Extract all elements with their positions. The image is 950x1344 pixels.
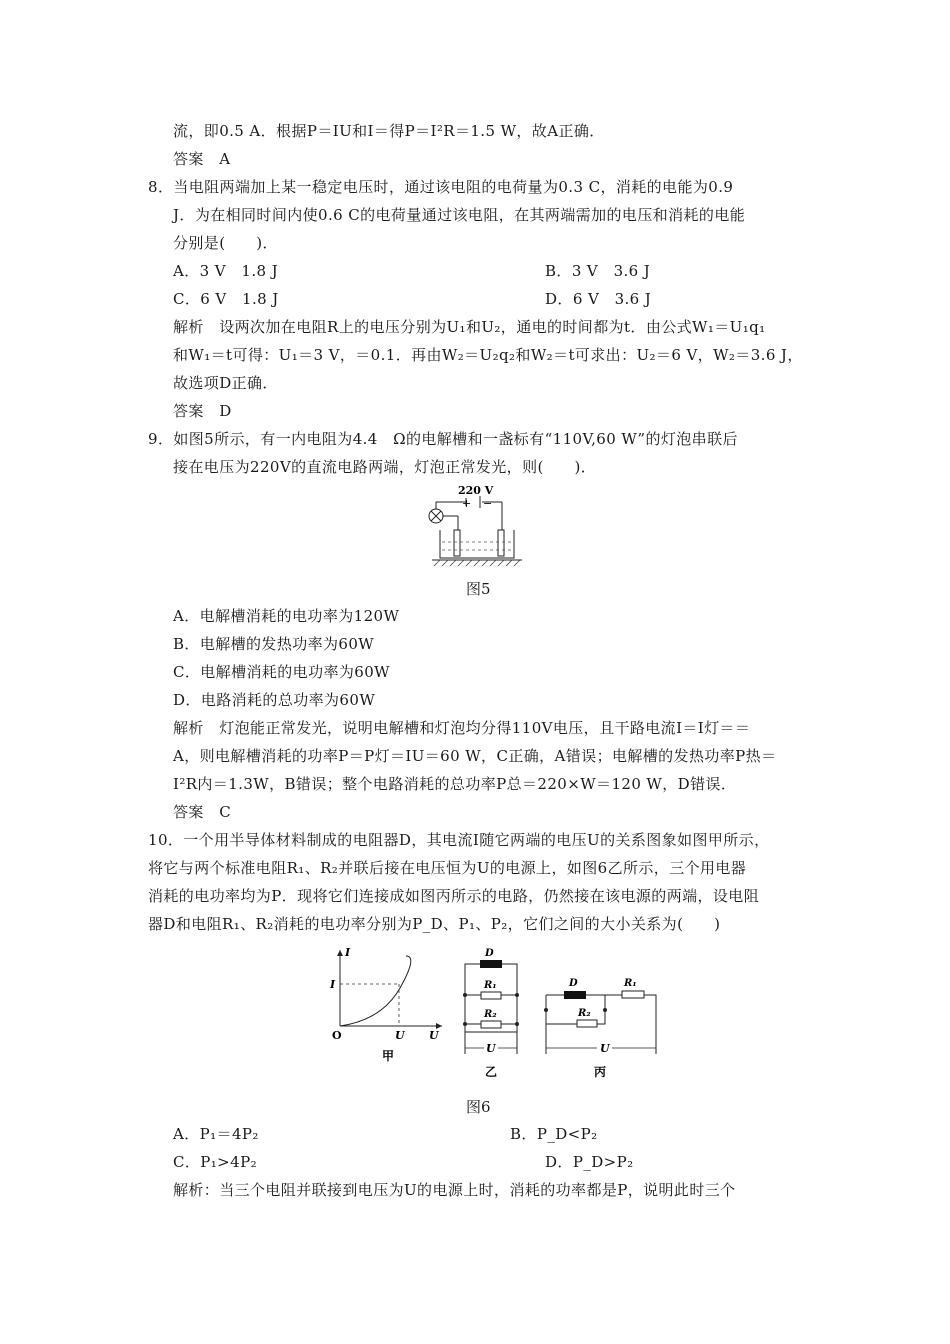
text-line: 接在电压为220V的直流电路两端，灯泡正常发光，则( )． [173,458,597,476]
answer-line: 答案 D [173,402,232,420]
text-line: 流，即0.5 A．根据P＝IU和I＝得P＝I²R＝1.5 W，故A正确． [173,122,605,140]
text-line: 消耗的电功率均为P．现将它们连接成如图丙所示的电路，仍然接在该电源的两端，设电阻 [148,887,760,905]
label-jia: 甲 [382,1049,395,1063]
text-line: 分别是( )． [173,234,278,252]
option-d: D．P_D>P₂ [545,1153,634,1171]
option-a: A．3 V 1.8 J [173,262,279,280]
question-10: 10．一个用半导体材料制成的电阻器D，其电流I随它两端的电压U的关系图象如图甲所示， [148,831,770,849]
y-axis-label: I [345,946,351,959]
text-line: 故选项D正确． [173,374,278,392]
option-c: C．电解槽消耗的电功率为60W [173,663,390,681]
text-line: J．为在相同时间内使0.6 C的电荷量通过该电阻，在其两端需加的电压和消耗的电能 [173,206,746,224]
u-label: U [486,1042,496,1055]
text-line: A，则电解槽消耗的功率P＝P灯＝IU＝60 W，C正确，A错误；电解槽的发热功率P热＝ [173,747,777,765]
answer-line: 答案 C [173,803,232,821]
origin-label: O [332,1029,342,1042]
d-label: D [485,948,494,959]
label-bing: 丙 [594,1065,607,1079]
graph-jia [329,946,442,1063]
r1-label: R₁ [484,980,497,991]
r1-label: R₁ [624,978,637,989]
text-line: 将它与两个标准电阻R₁、R₂并联后接在电压恒为U的电源上，如图6乙所示，三个用电器 [148,859,747,877]
option-c: C．P₁>4P₂ [173,1153,258,1171]
figure-5-circuit [422,480,532,568]
u-tick-label: U [395,1029,405,1042]
answer-line: 答案 A [173,150,231,168]
voltage-label: 220 V [458,484,494,497]
option-b: B．3 V 3.6 J [545,262,651,280]
option-b: B．电解槽的发热功率为60W [173,635,375,653]
x-axis-label: U [429,1029,439,1042]
question-9: 9．如图5所示，有一内电阻为4.4 Ω的电解槽和一盏标有“110V,60 W”的灯泡串联后 [148,430,738,448]
u-label: U [600,1042,610,1055]
question-8: 8．当电阻两端加上某一稳定电压时，通过该电阻的电荷量为0.3 C，消耗的电能为0.9 [148,178,734,196]
figure-6 [322,940,672,1090]
circuit-yi [463,948,519,1079]
option-b: B．P_D<P₂ [510,1125,598,1143]
i-tick-label: I [330,978,336,991]
option-d: D．电路消耗的总功率为60W [173,691,376,709]
minus-sign: − [483,497,493,510]
r2-label: R₂ [578,1008,591,1019]
figure-5-caption: 图5 [466,580,491,598]
plus-sign: + [462,497,472,510]
d-label: D [569,978,578,989]
analysis-line: 解析 设两次加在电阻R上的电压分别为U₁和U₂，通电的时间都为t．由公式W₁＝U₁q₁ [173,318,766,336]
option-c: C．6 V 1.8 J [173,290,279,308]
option-a: A．电解槽消耗的电功率为120W [173,607,400,625]
text-line: 器D和电阻R₁、R₂消耗的电功率分别为P_D、P₁、P₂，它们之间的大小关系为( ) [148,915,721,933]
analysis-line: 解析：当三个电阻并联接到电压为U的电源上时，消耗的功率都是P，说明此时三个 [173,1181,736,1199]
text-line: I²R内＝1.3W，B错误；整个电路消耗的总功率P总＝220×W＝120 W，D错误． [173,775,737,793]
label-yi: 乙 [485,1065,498,1079]
figure-6-caption: 图6 [466,1098,491,1116]
option-a: A．P₁＝4P₂ [173,1125,259,1143]
r2-label: R₂ [484,1009,497,1020]
analysis-line: 解析 灯泡能正常发光，说明电解槽和灯泡均分得110V电压，且干路电流I＝I灯＝＝ [173,719,751,737]
option-d: D．6 V 3.6 J [545,290,652,308]
circuit-bing [544,978,656,1079]
text-line: 和W₁＝t可得：U₁＝3 V，＝0.1．再由W₂＝U₂q₂和W₂＝t可求出：U₂＝6 V，W₂＝3.6 J， [173,346,803,364]
